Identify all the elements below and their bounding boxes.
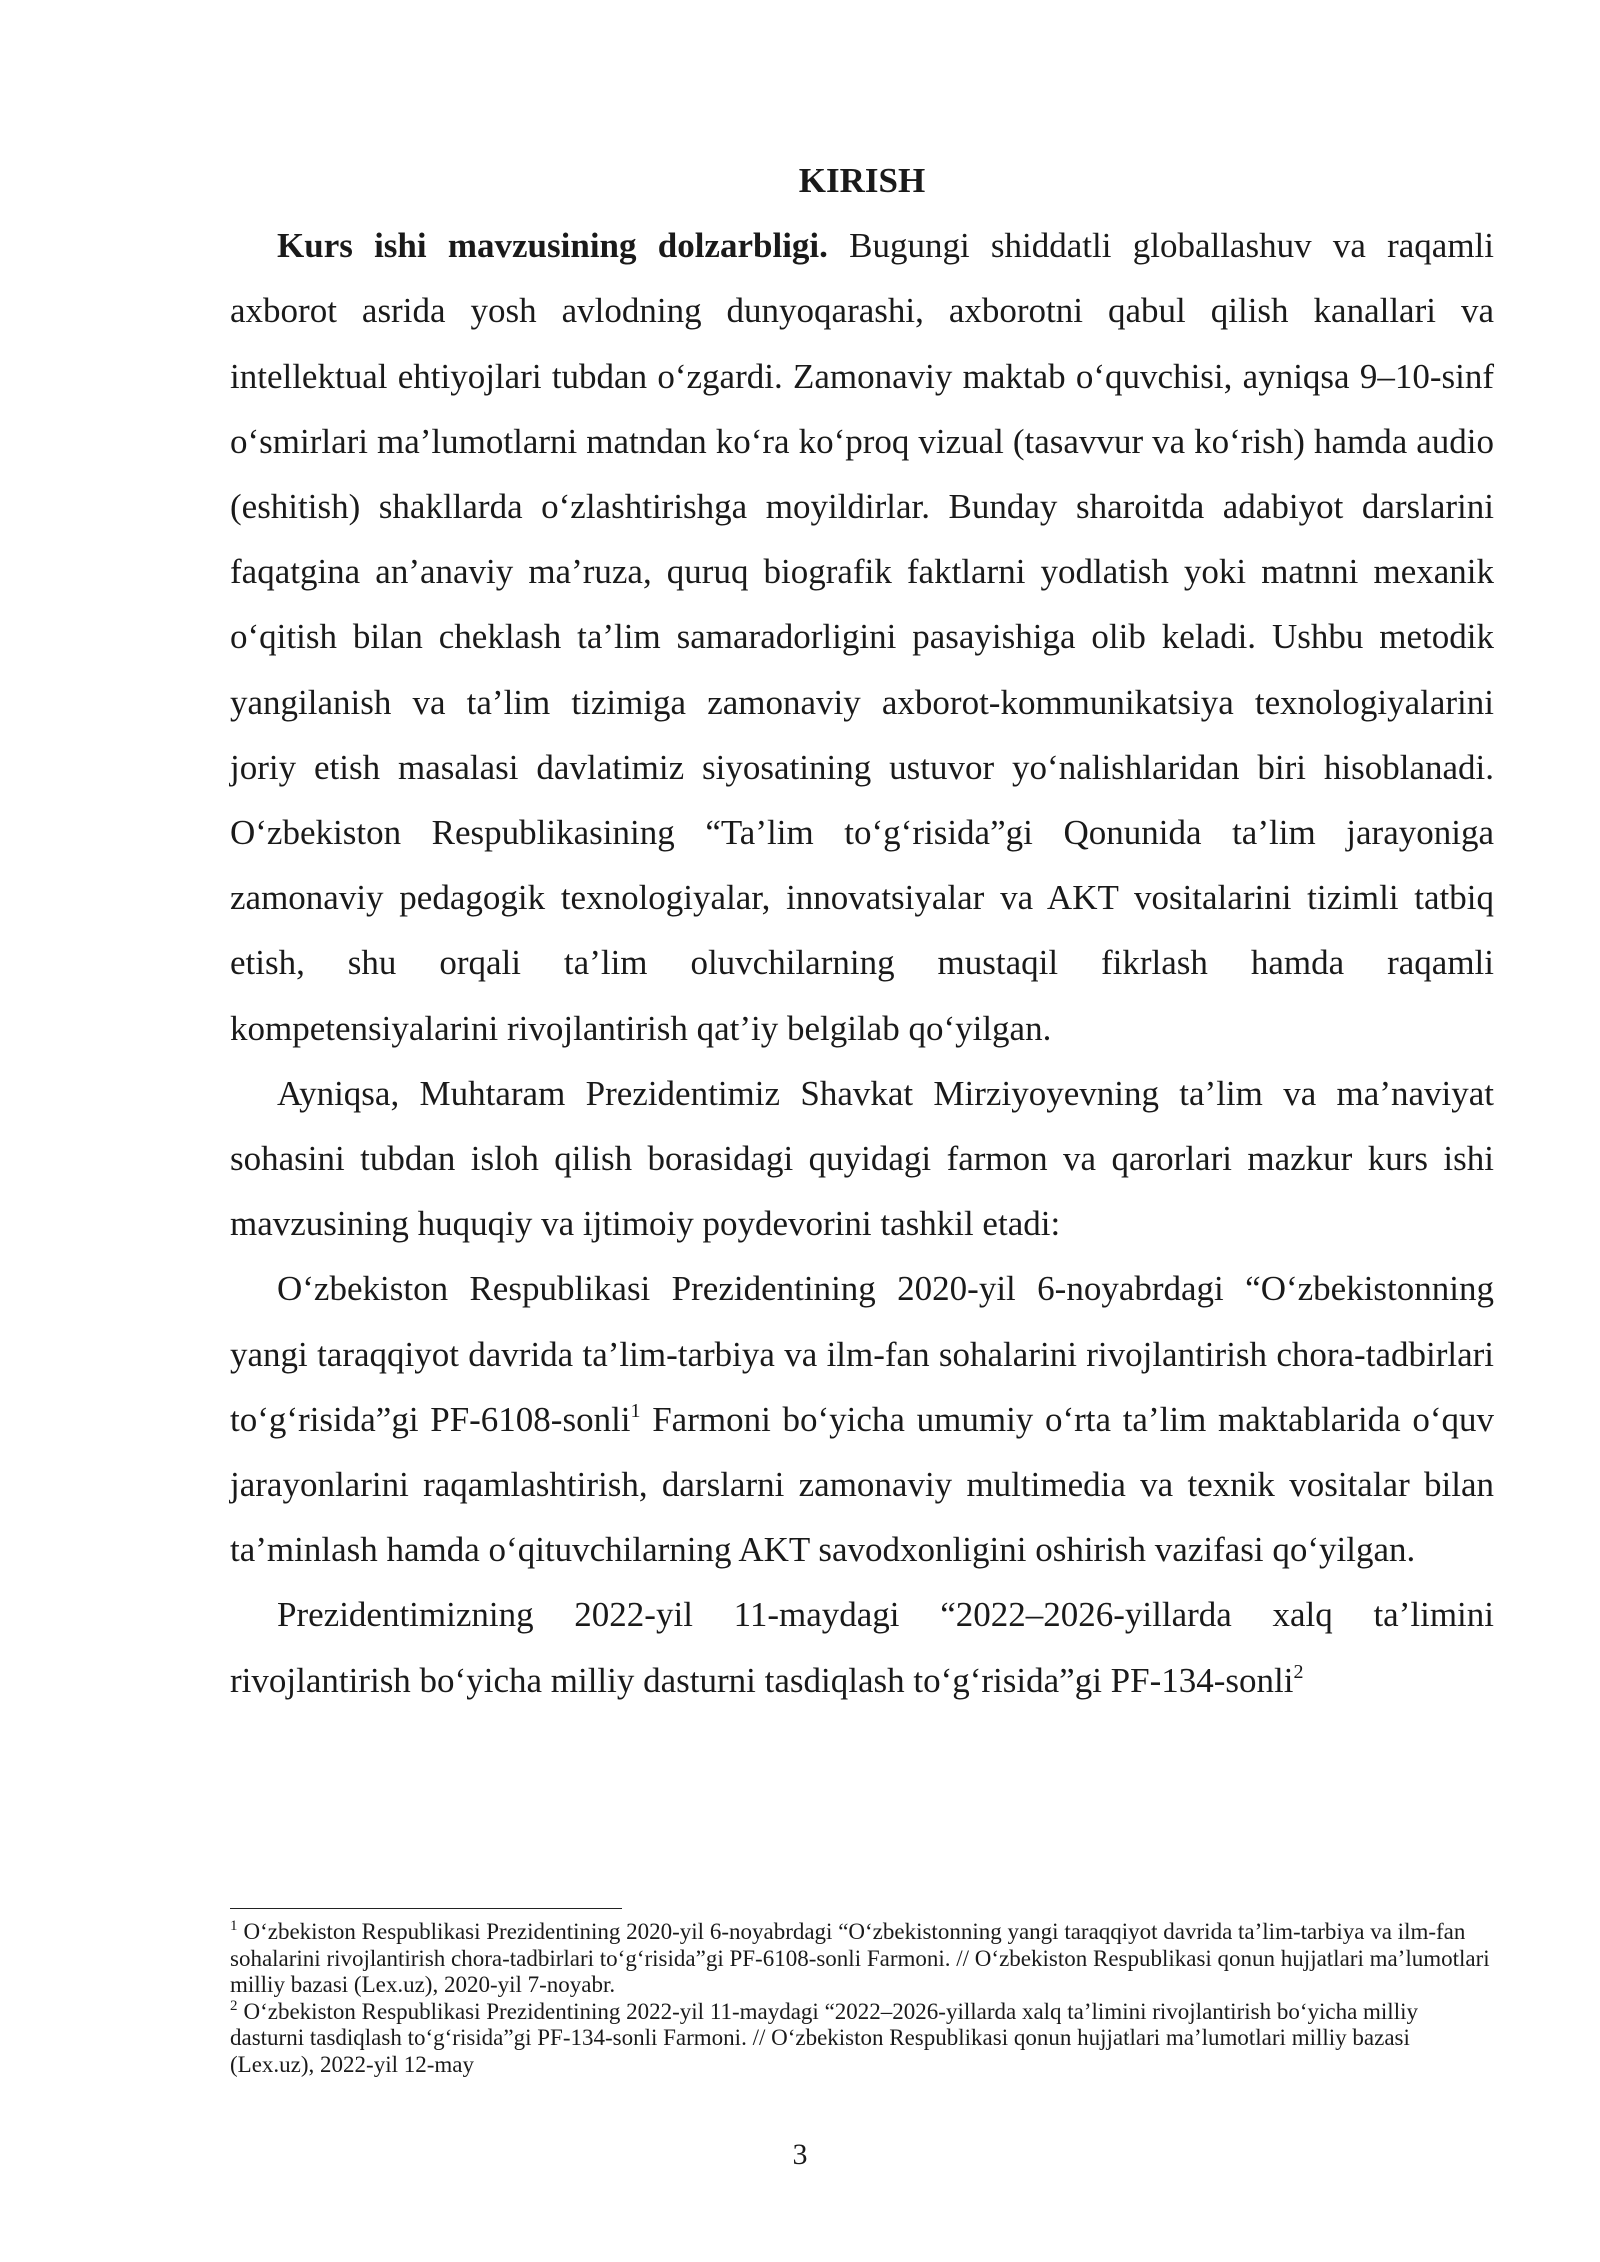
paragraph-text: Bugungi shiddatli globallashuv va raqamli axborot asrida yosh avlodning dunyoqarashi, axborotni qabul qilish kanallari va intellektual ehtiyojlari tubdan o‘zgardi. Zamonaviy maktab o‘quvchisi, ayniqsa 9–10-sinf o‘smirlari ma’lumotlarni matndan ko‘ra ko‘proq vizual (tasavvur va ko‘rish) hamda audio (eshitish) shakllarda o‘zlashtirishga moyildirlar. Bunday sharoitda adabiyot darslarini faqatgina an’anaviy ma’ruza, quruq biografik faktlarni yodlatish yoki matnni mexanik o‘qitish bilan cheklash ta’lim samaradorligini pasayishiga olib keladi. Ushbu metodik yangilanish va ta’lim tizimiga zamonaviy axborot-kommunikatsiya texnologiyalarini joriy etish masalasi davlatimiz siyosatining ustuvor yo‘nalishlaridan biri hisoblanadi. O‘zbekiston Respublikasining “Ta’lim to‘g‘risida”gi Qonunida ta’lim jarayoniga zamonaviy pedagogik texnologiyalar, innovatsiyalar va AKT vositalarini tizimli tatbiq etish, shu orqali ta’lim oluvchilarning mustaqil fikrlash hamda raqamli kompetensiyalarini rivojlantirish qat’iy belgilab qo‘yilgan.	[230, 226, 1494, 1048]
footnote-text: O‘zbekiston Respublikasi Prezidentining 2020-yil 6-noyabrdagi “O‘zbekistonning yangi taraqqiyot davrida ta’lim-tarbiya va ilm-fan sohalarini rivojlantirish chora-tadbirlari to‘g‘risida”gi PF-6108-sonli Farmoni. // O‘zbekiston Respublikasi qonun hujjatlari ma’lumotlari milliy bazasi (Lex.uz), 2020-yil 7-noyabr.	[230, 1919, 1490, 1997]
paragraph-text: Prezidentimizning 2022-yil 11-maydagi “2022–2026-yillarda xalq ta’limini rivojlantirish bo‘yicha milliy dasturni tasdiqlash to‘g‘risida”gi PF-134-sonli	[230, 1595, 1494, 1700]
body-text	[230, 148, 1494, 1713]
footnote-reference[interactable]: 2	[1293, 1660, 1304, 1683]
footnote-item	[230, 1919, 1494, 1999]
footnote-reference[interactable]: 1	[630, 1399, 641, 1422]
page-heading: KIRISH	[798, 161, 926, 200]
paragraph-text: Farmoni bo‘yicha umumiy o‘rta ta’lim maktablarida o‘quv jarayonlarini raqamlashtirish, darslarni zamonaviy multimedia va texnik vositalar bilan ta’minlash hamda o‘qituvchilarning AKT savodxonligini oshirish vazifasi qo‘yilgan.	[230, 1399, 1494, 1570]
paragraph-lead: Kurs ishi mavzusining dolzarbligi.	[277, 226, 828, 266]
footnote-text: O‘zbekiston Respublikasi Prezidentining 2022-yil 11-maydagi “2022–2026-yillarda xalq ta’limini rivojlantirish bo‘yicha milliy dasturni tasdiqlash to‘g‘risida”gi PF-134-sonli Farmoni. // O‘zbekiston Respublikasi qonun hujjatlari ma’lumotlari milliy bazasi (Lex.uz), 2022-yil 12-may	[230, 1998, 1418, 2077]
footnote-separator	[230, 1908, 622, 1909]
footnote-number: 2	[230, 1997, 238, 2014]
footnote-number: 1	[230, 1918, 238, 1934]
page-number: 3	[792, 2138, 808, 2171]
footnotes	[230, 1919, 1494, 2078]
footnote-item	[230, 1999, 1494, 2079]
paragraph-decree-pf134	[230, 1582, 1494, 1712]
paragraph-decree-pf6108	[230, 1256, 1494, 1582]
paragraph-relevance	[230, 213, 1494, 1061]
paragraph-text: O‘zbekiston Respublikasi Prezidentining 2020-yil 6-noyabrdagi “O‘zbekistonning yangi taraqqiyot davrida ta’lim-tarbiya va ilm-fan sohalarini rivojlantirish chora-tadbirlari to‘g‘risida”gi PF-6108-sonli	[230, 1269, 1494, 1439]
paragraph-president: Ayniqsa, Muhtaram Prezidentimiz Shavkat Mirziyoyevning ta’lim va ma’naviyat sohasini tubdan isloh qilish borasidagi quyidagi farmon va qarorlari mazkur kurs ishi mavzusining huquqiy va ijtimoiy poydevorini tashkil etadi:	[230, 1073, 1494, 1244]
